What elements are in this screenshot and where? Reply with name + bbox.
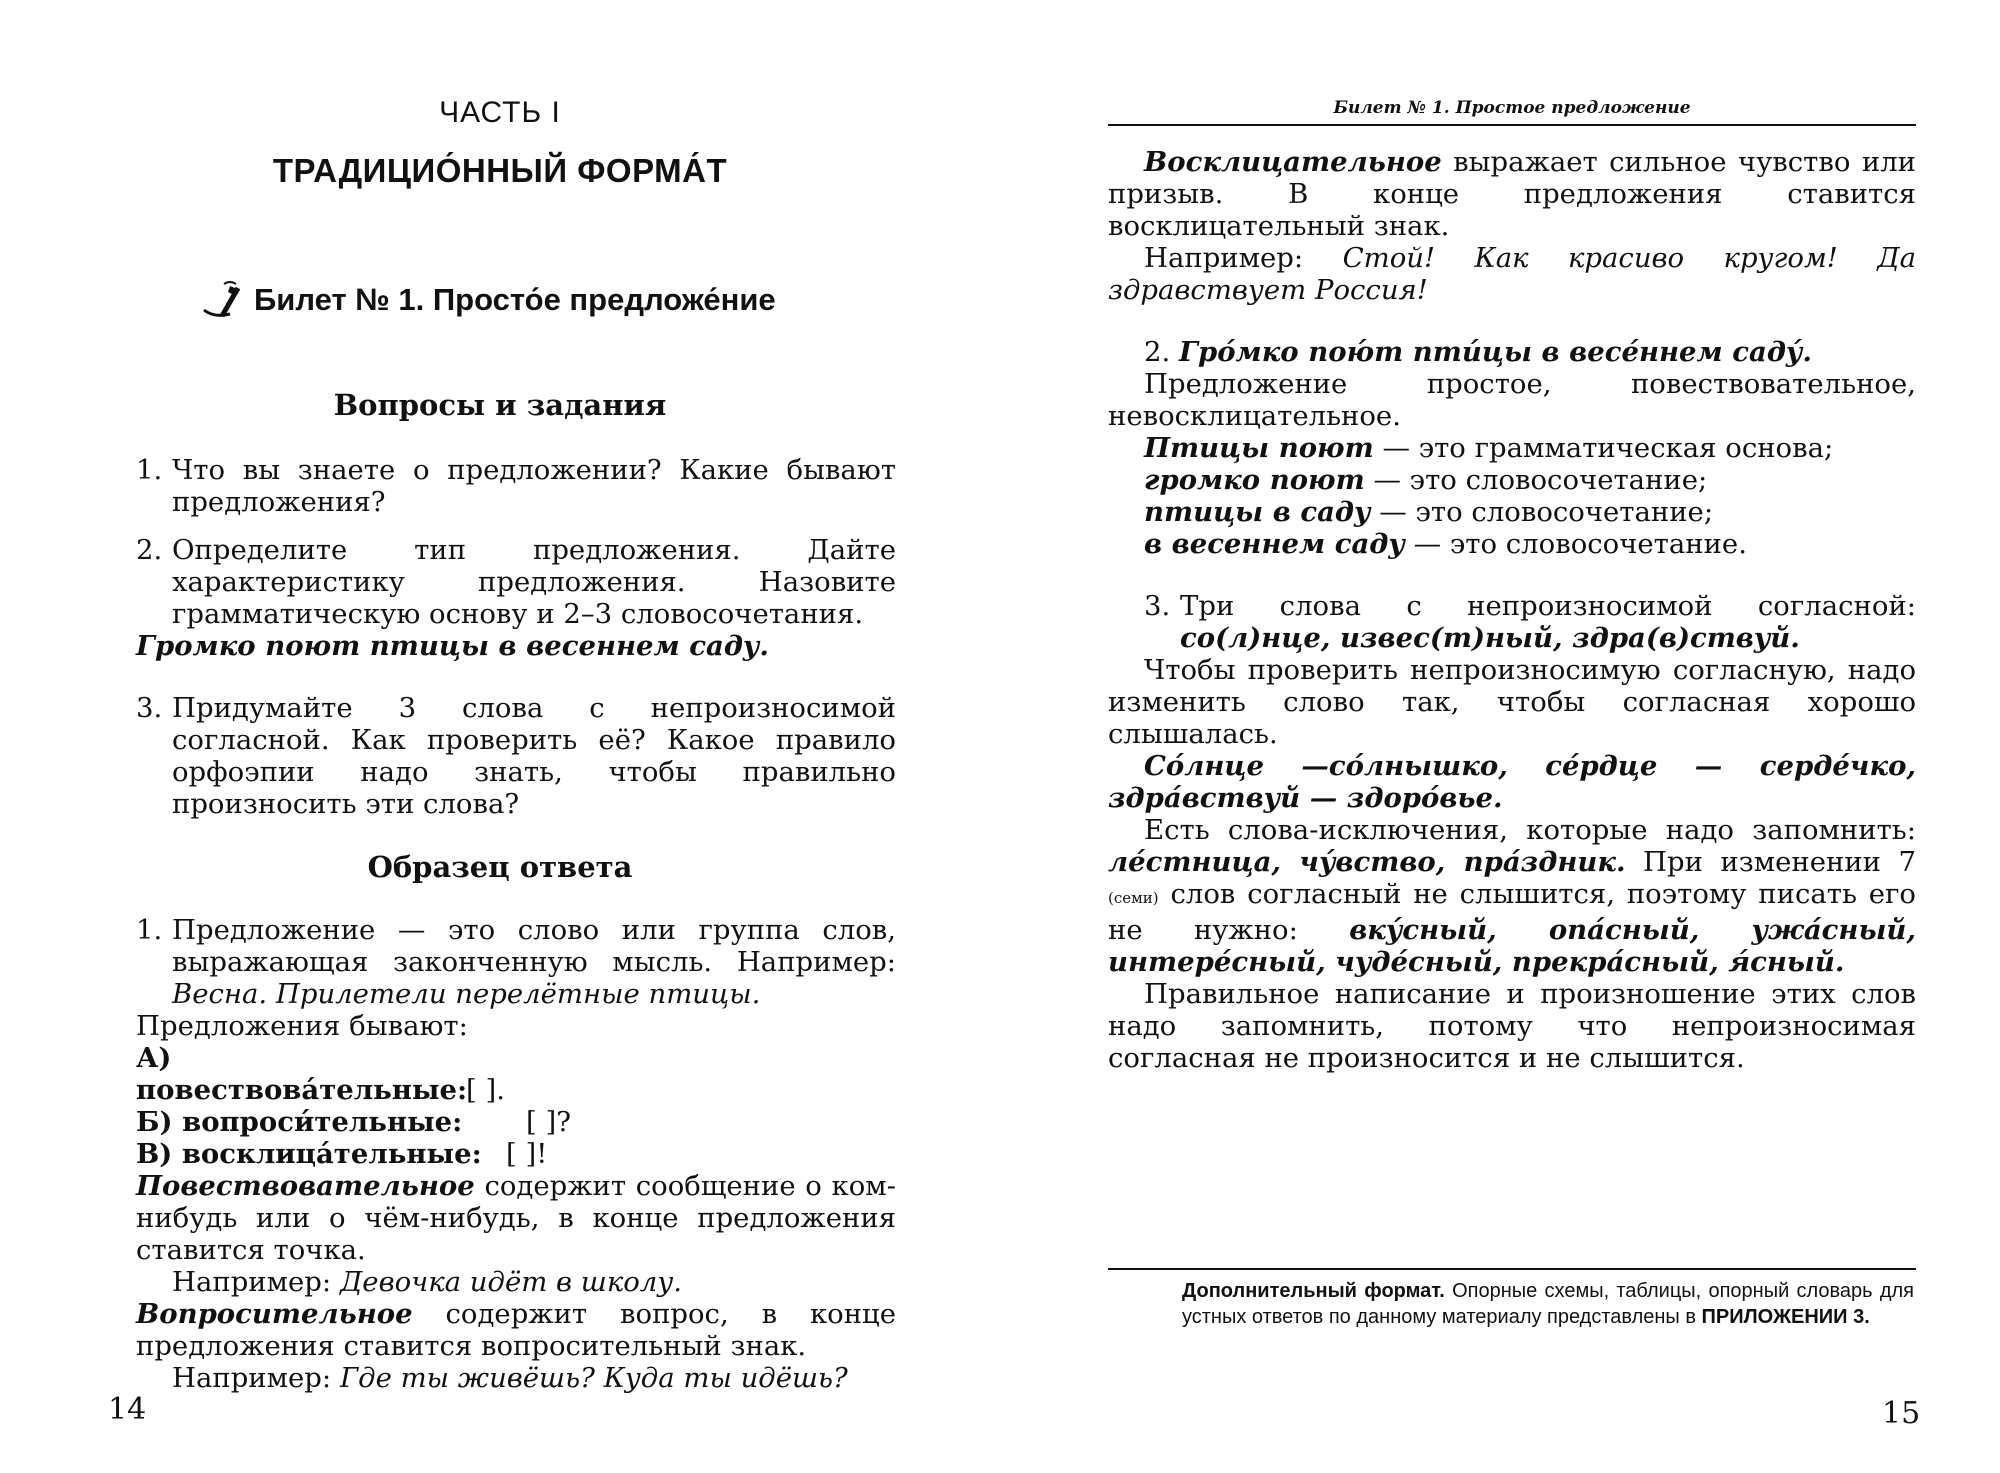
exceptions: Есть слова-исключения, которые надо запомнить: ле́стница, чу́вство, пра́здник. При изменении 7 (семи) слов согласный не слышится, поэтому писать его не нужно: вку́сный, опа́сный, ужа́сный, интере́сный, чуде́сный, прекра́сный, я́сный. <box>1108 814 1916 978</box>
type-exclamation: В) восклица́тельные: [ ]! <box>136 1138 548 1170</box>
type-narrative: А) повествова́тельные:[ ]. <box>136 1042 505 1106</box>
ticket-title-text: Билет № 1. Просто́е предложе́ние <box>254 282 776 317</box>
answer-2-type: Предложение простое, повествовательное, невосклицательное. <box>1108 368 1916 432</box>
question-2-sentence: Громко поют птицы в весеннем саду. <box>136 630 769 662</box>
closing-text: Правильное написание и произношение этих слов надо запомнить, потому что непроизносимая согласная не произносится и не слышится. <box>1108 978 1916 1074</box>
analysis-row: Птицы поют — это грамматическая основа; <box>1144 432 1834 464</box>
pencil-ticket-icon <box>200 280 244 320</box>
narrative-definition: Повествовательное содержит сообщение о ком-нибудь или о чём-нибудь, в конце предложения ставится точка. <box>136 1170 896 1266</box>
question-number: 3. <box>136 692 163 724</box>
check-pairs: Со́лнце —со́лнышко, се́рдце — серде́чко, здра́вствуй — здоро́вье. <box>1108 750 1916 814</box>
page-number: 14 <box>108 1392 147 1427</box>
part-label: ЧАСТЬ I <box>439 96 561 129</box>
exclamation-example: Например: Стой! Как красиво кругом! Да здравствует Россия! <box>1108 242 1916 306</box>
question-3 <box>136 692 896 820</box>
running-head: Билет № 1. Простое предложение <box>1333 98 1691 118</box>
header-rule <box>1108 124 1916 126</box>
answer-3-intro: 3. Три слова с непроизносимой согласной: со(л)нце, извес(т)ный, здра(в)ствуй. <box>1144 590 1916 654</box>
answer-2-sentence: 2. Гро́мко пою́т пти́цы в весе́ннем саду́. <box>1144 336 1812 368</box>
question-number: 2. <box>136 534 163 566</box>
question-text: Что вы знаете о предложении? Какие бывают предложения? <box>172 454 896 518</box>
analysis-row: в весеннем саду — это словосочетание. <box>1144 528 1747 560</box>
answer-1-example: Весна. Прилетели перелётные птицы. <box>172 978 761 1010</box>
footnote-rule <box>1108 1268 1916 1270</box>
page-number: 15 <box>1882 1396 1921 1431</box>
types-intro: Предложения бывают: <box>136 1010 468 1042</box>
question-1 <box>136 454 896 518</box>
analysis-row: громко поют — это словосочетание; <box>1144 464 1708 496</box>
question-text: Определите тип предложения. Дайте характеристику предложения. Назовите грамматическую основу и 2–3 словосочетания. <box>172 534 896 630</box>
answer-number: 1. <box>136 914 163 946</box>
question-example: Например: Где ты живёшь? Куда ты идёшь? <box>172 1362 848 1394</box>
question-text: Придумайте 3 слова с непроизносимой согласной. Как проверить её? Какое правило орфоэпии надо знать, чтобы правильно произносить эти слова? <box>172 692 896 820</box>
question-number: 1. <box>136 454 163 486</box>
footnote: Дополнительный формат. Опорные схемы, таблицы, опорный словарь для устных ответов по данному материалу представлены в ПРИЛОЖЕНИИ 3. <box>1182 1280 1915 1328</box>
narrative-example: Например: Девочка идёт в школу. <box>172 1266 683 1298</box>
question-definition: Вопросительное содержит вопрос, в конце предложения ставится вопросительный знак. <box>136 1298 896 1362</box>
answer-3-check: Чтобы проверить непроизносимую согласную, надо изменить слово так, чтобы согласная хорошо слышалась. <box>1108 654 1916 750</box>
questions-heading: Вопросы и задания <box>333 388 667 422</box>
type-question: Б) вопроси́тельные: [ ]? <box>136 1106 571 1138</box>
answer-1 <box>136 914 896 1394</box>
exclamation-definition: Восклицательное выражает сильное чувство или призыв. В конце предложения ставится восклицательный знак. <box>1108 146 1916 242</box>
analysis-row: птицы в саду — это словосочетание; <box>1144 496 1714 528</box>
question-2 <box>136 534 896 662</box>
answer-heading: Образец ответа <box>367 850 633 884</box>
part-title: ТРАДИЦИО́ННЫЙ ФОРМА́Т <box>272 152 728 189</box>
right-page-text <box>1108 146 1916 1074</box>
answer-1-text: Предложение — это слово или группа слов, выражающая законченную мысль. Например: Весна. Прилетели перелётные птицы. <box>172 914 896 1010</box>
ticket-title <box>200 280 776 320</box>
